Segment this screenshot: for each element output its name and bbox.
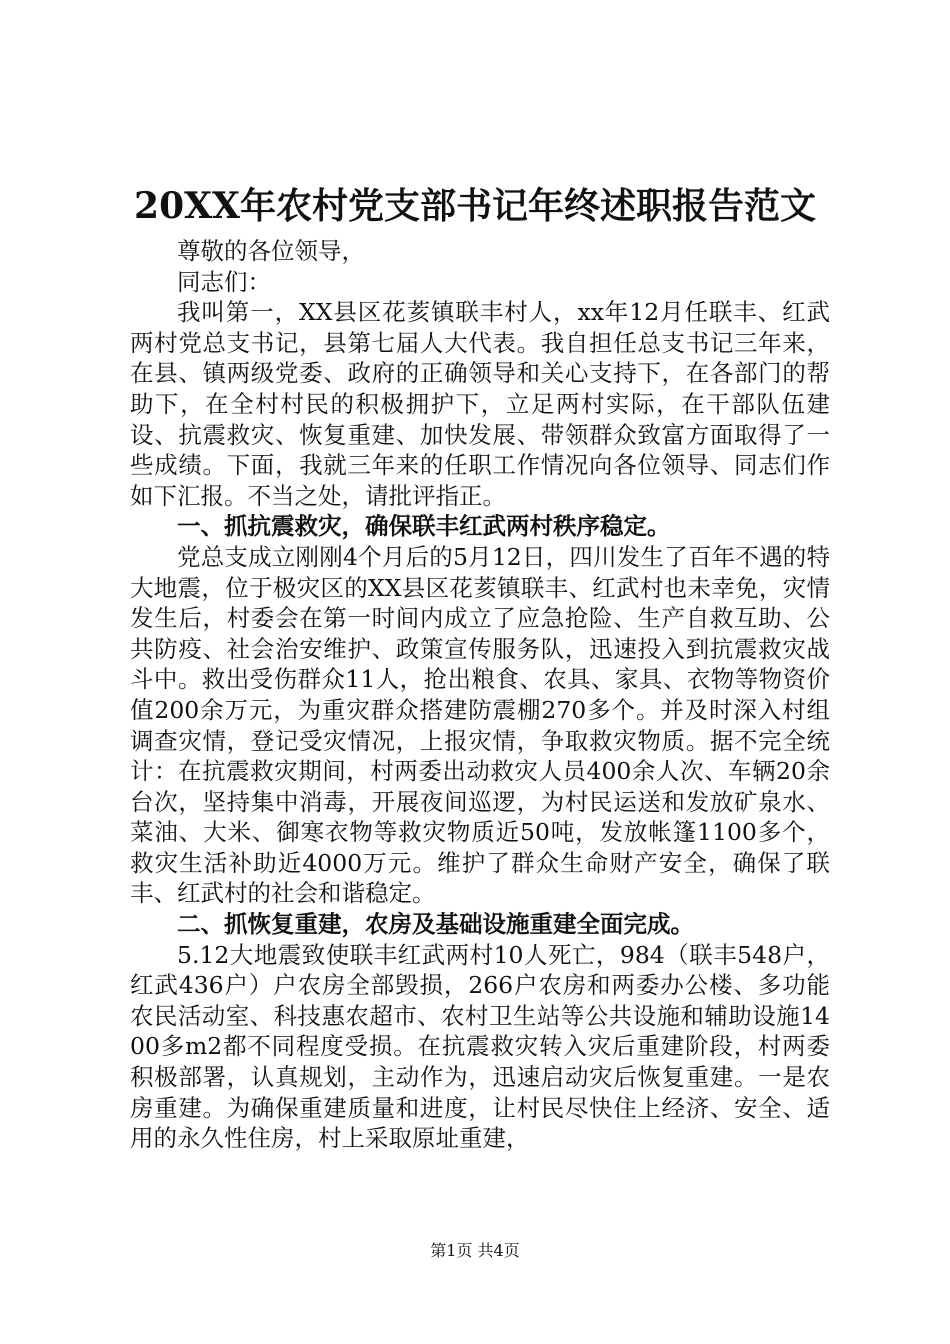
salutation-line: 尊敬的各位领导， [177, 237, 365, 265]
document-title: 20XX年农村党支部书记年终述职报告范文 [134, 185, 816, 227]
salutation-line: 同志们： [177, 267, 271, 296]
paragraph: 党总支成立刚刚4个月后的5月12日，四川发生了百年不遇的特大地震，位于极灾区的XX县区花荄镇联丰、红武村也未幸免，灾情发生后，村委会在第一时间内成立了应急抢险、生产自救互助、公共防疫、社会治安维护、政策宣传服务队，迅速投入到抗震救灾战斗中。救出受伤群众11人，抢出粮食、农具、家具、衣物等物资价值200余万元，为重灾群众搭建防震棚270多个。并及时深入村组调查灾情，登记受灾情况，上报灾情，争取救灾物质。据不完全统计：在抗震救灾期间，村两委出动救灾人员400余人次、车辆20余台次，坚持集中消毒，开展夜间巡逻，为村民运送和发放矿泉水、菜油、大米、御寒衣物等救灾物质近50吨，发放帐篷1100多个，救灾生活补助近4000万元。维护了群众生命财产安全，确保了联丰、红武村的社会和谐稳定。 [130, 542, 830, 908]
paragraph: 5.12大地震致使联丰红武两村10人死亡，984（联丰548户，红武436户）户农房全部毁损，266户农房和两委办公楼、多功能农民活动室、科技惠农超市、农村卫生站等公共设施和辅助设施1400多m2都不同程度受损。在抗震救灾转入灾后重建阶段，村两委积极部署，认真规划，主动作为，迅速启动灾后恢复重建。一是农房重建。为确保重建质量和进度，让村民尽快住上经济、安全、适用的永久性住房，村上采取原址重建， [130, 940, 830, 1153]
section-heading: 一、抓抗震救灾，确保联丰红武两村秩序稳定。 [177, 512, 671, 541]
page-footer: 第1页 共4页 [430, 1241, 520, 1260]
section-heading: 二、抓恢复重建，农房及基础设施重建全面完成。 [177, 910, 694, 939]
paragraph: 我叫第一，XX县区花荄镇联丰村人，xx年12月任联丰、红武两村党总支书记，县第七届人大代表。我自担任总支书记三年来，在县、镇两级党委、政府的正确领导和关心支持下，在各部门的帮助下，在全村村民的积极拥护下，立足两村实际，在干部队伍建设、抗震救灾、恢复重建、加快发展、带领群众致富方面取得了一些成绩。下面，我就三年来的任职工作情况向各位领导、同志们作如下汇报。不当之处，请批评指正。 [130, 298, 830, 510]
document-body [130, 236, 830, 1154]
